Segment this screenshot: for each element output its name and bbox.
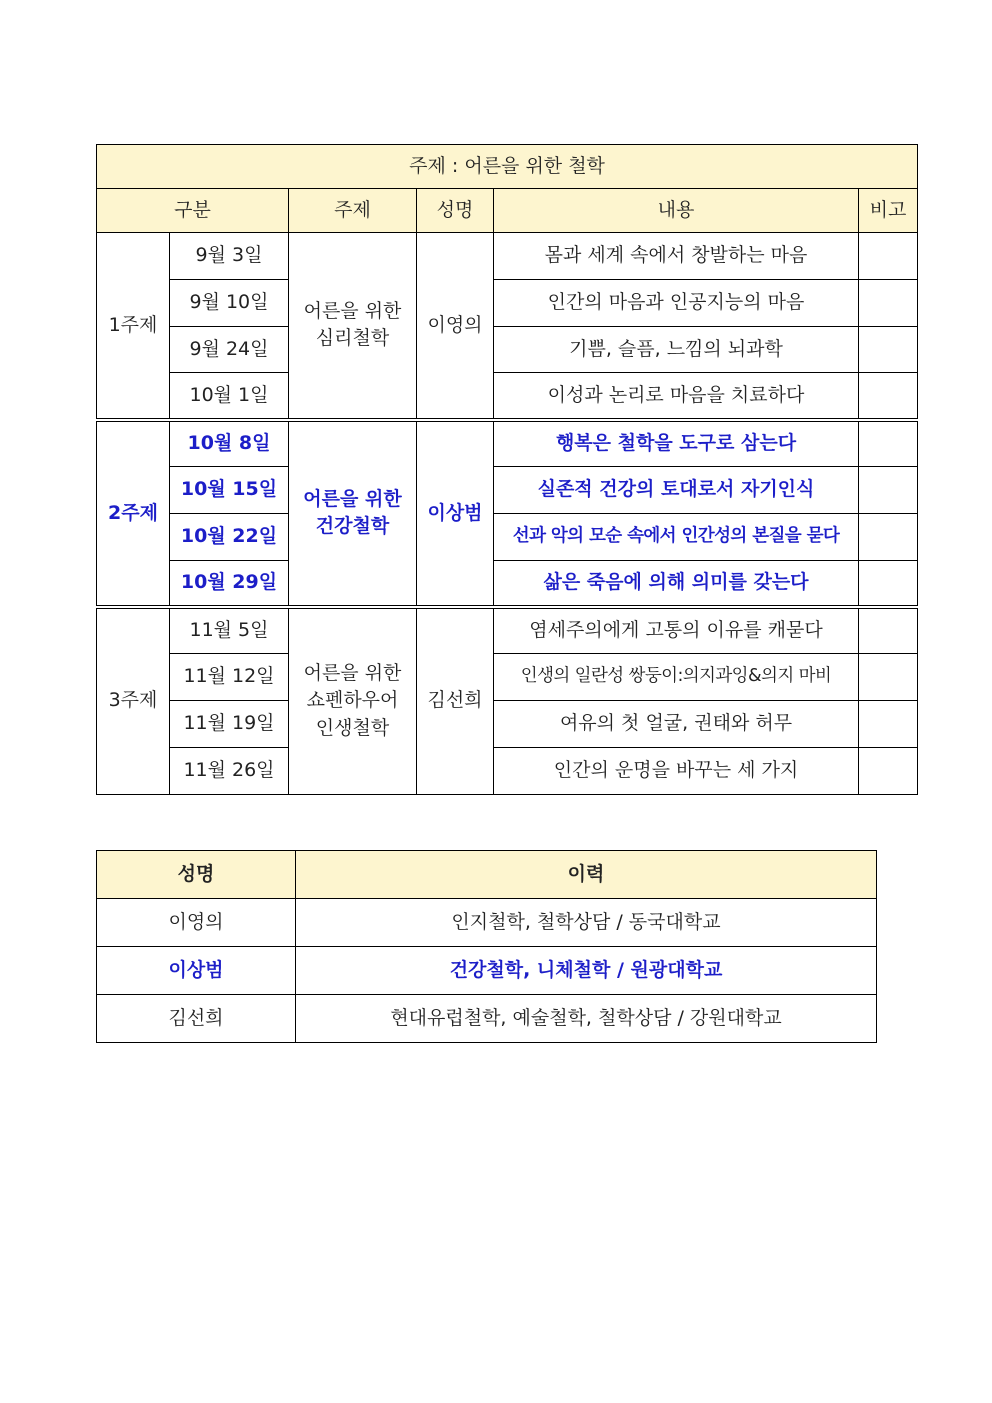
col-header-content: 내용 (494, 189, 859, 233)
session-note (859, 607, 918, 654)
col-header-name: 성명 (417, 189, 494, 233)
week-instructor: 김선희 (417, 607, 494, 794)
week-label: 1주제 (97, 233, 170, 420)
session-note (859, 513, 918, 560)
topic-line: 어른을 위한 (303, 661, 402, 684)
session-note (859, 700, 918, 747)
profile-name: 이영의 (97, 899, 296, 947)
profile-name: 이상범 (97, 947, 296, 995)
week-label: 3주제 (97, 607, 170, 794)
session-note (859, 560, 918, 607)
topic-line: 인생철학 (315, 716, 390, 739)
session-note (859, 373, 918, 420)
topic-line: 어른을 위한 (303, 487, 402, 510)
session-content: 인간의 운명을 바꾸는 세 가지 (494, 747, 859, 794)
session-date: 10월 22일 (170, 513, 289, 560)
schedule-table (96, 144, 918, 795)
session-note (859, 747, 918, 794)
topic-line: 어른을 위한 (303, 299, 402, 322)
session-content: 인간의 마음과 인공지능의 마음 (494, 279, 859, 326)
session-note (859, 233, 918, 280)
session-date: 11월 19일 (170, 700, 289, 747)
schedule-title: 주제 : 어른을 위한 철학 (97, 145, 918, 189)
col-header-name: 성명 (97, 851, 296, 899)
session-date: 11월 26일 (170, 747, 289, 794)
session-content: 기쁨, 슬픔, 느낌의 뇌과학 (494, 326, 859, 373)
col-header-category: 구분 (97, 189, 289, 233)
session-date: 10월 29일 (170, 560, 289, 607)
week-topic (289, 420, 417, 607)
session-note (859, 279, 918, 326)
session-date: 10월 15일 (170, 466, 289, 513)
week-topic (289, 233, 417, 420)
profile-name: 김선희 (97, 995, 296, 1043)
session-date: 9월 24일 (170, 326, 289, 373)
session-note (859, 466, 918, 513)
session-content: 인생의 일란성 쌍둥이:의지과잉&의지 마비 (494, 654, 859, 701)
session-date: 9월 10일 (170, 279, 289, 326)
session-date: 10월 1일 (170, 373, 289, 420)
week-instructor: 이영의 (417, 233, 494, 420)
week-label: 2주제 (97, 420, 170, 607)
instructor-profile-table (96, 850, 877, 1043)
col-header-note: 비고 (859, 189, 918, 233)
session-content: 이성과 논리로 마음을 치료하다 (494, 373, 859, 420)
session-content: 몸과 세계 속에서 창발하는 마음 (494, 233, 859, 280)
session-date: 9월 3일 (170, 233, 289, 280)
session-date: 10월 8일 (170, 420, 289, 467)
session-content: 염세주의에게 고통의 이유를 캐묻다 (494, 607, 859, 654)
profile-history: 인지철학, 철학상담 / 동국대학교 (296, 899, 877, 947)
week-instructor: 이상범 (417, 420, 494, 607)
profile-history: 건강철학, 니체철학 / 원광대학교 (296, 947, 877, 995)
session-note (859, 654, 918, 701)
session-date: 11월 5일 (170, 607, 289, 654)
session-content: 실존적 건강의 토대로서 자기인식 (494, 466, 859, 513)
session-note (859, 326, 918, 373)
session-content: 행복은 철학을 도구로 삼는다 (494, 420, 859, 467)
session-date: 11월 12일 (170, 654, 289, 701)
session-note (859, 420, 918, 467)
topic-line: 쇼펜하우어 (306, 689, 399, 712)
session-content: 선과 악의 모순 속에서 인간성의 본질을 묻다 (494, 513, 859, 560)
session-content: 삶은 죽음에 의해 의미를 갖는다 (494, 560, 859, 607)
topic-line: 건강철학 (315, 515, 390, 538)
week-topic (289, 607, 417, 794)
profile-history: 현대유럽철학, 예술철학, 철학상담 / 강원대학교 (296, 995, 877, 1043)
col-header-history: 이력 (296, 851, 877, 899)
col-header-topic: 주제 (289, 189, 417, 233)
session-content: 여유의 첫 얼굴, 권태와 허무 (494, 700, 859, 747)
topic-line: 심리철학 (315, 327, 390, 350)
